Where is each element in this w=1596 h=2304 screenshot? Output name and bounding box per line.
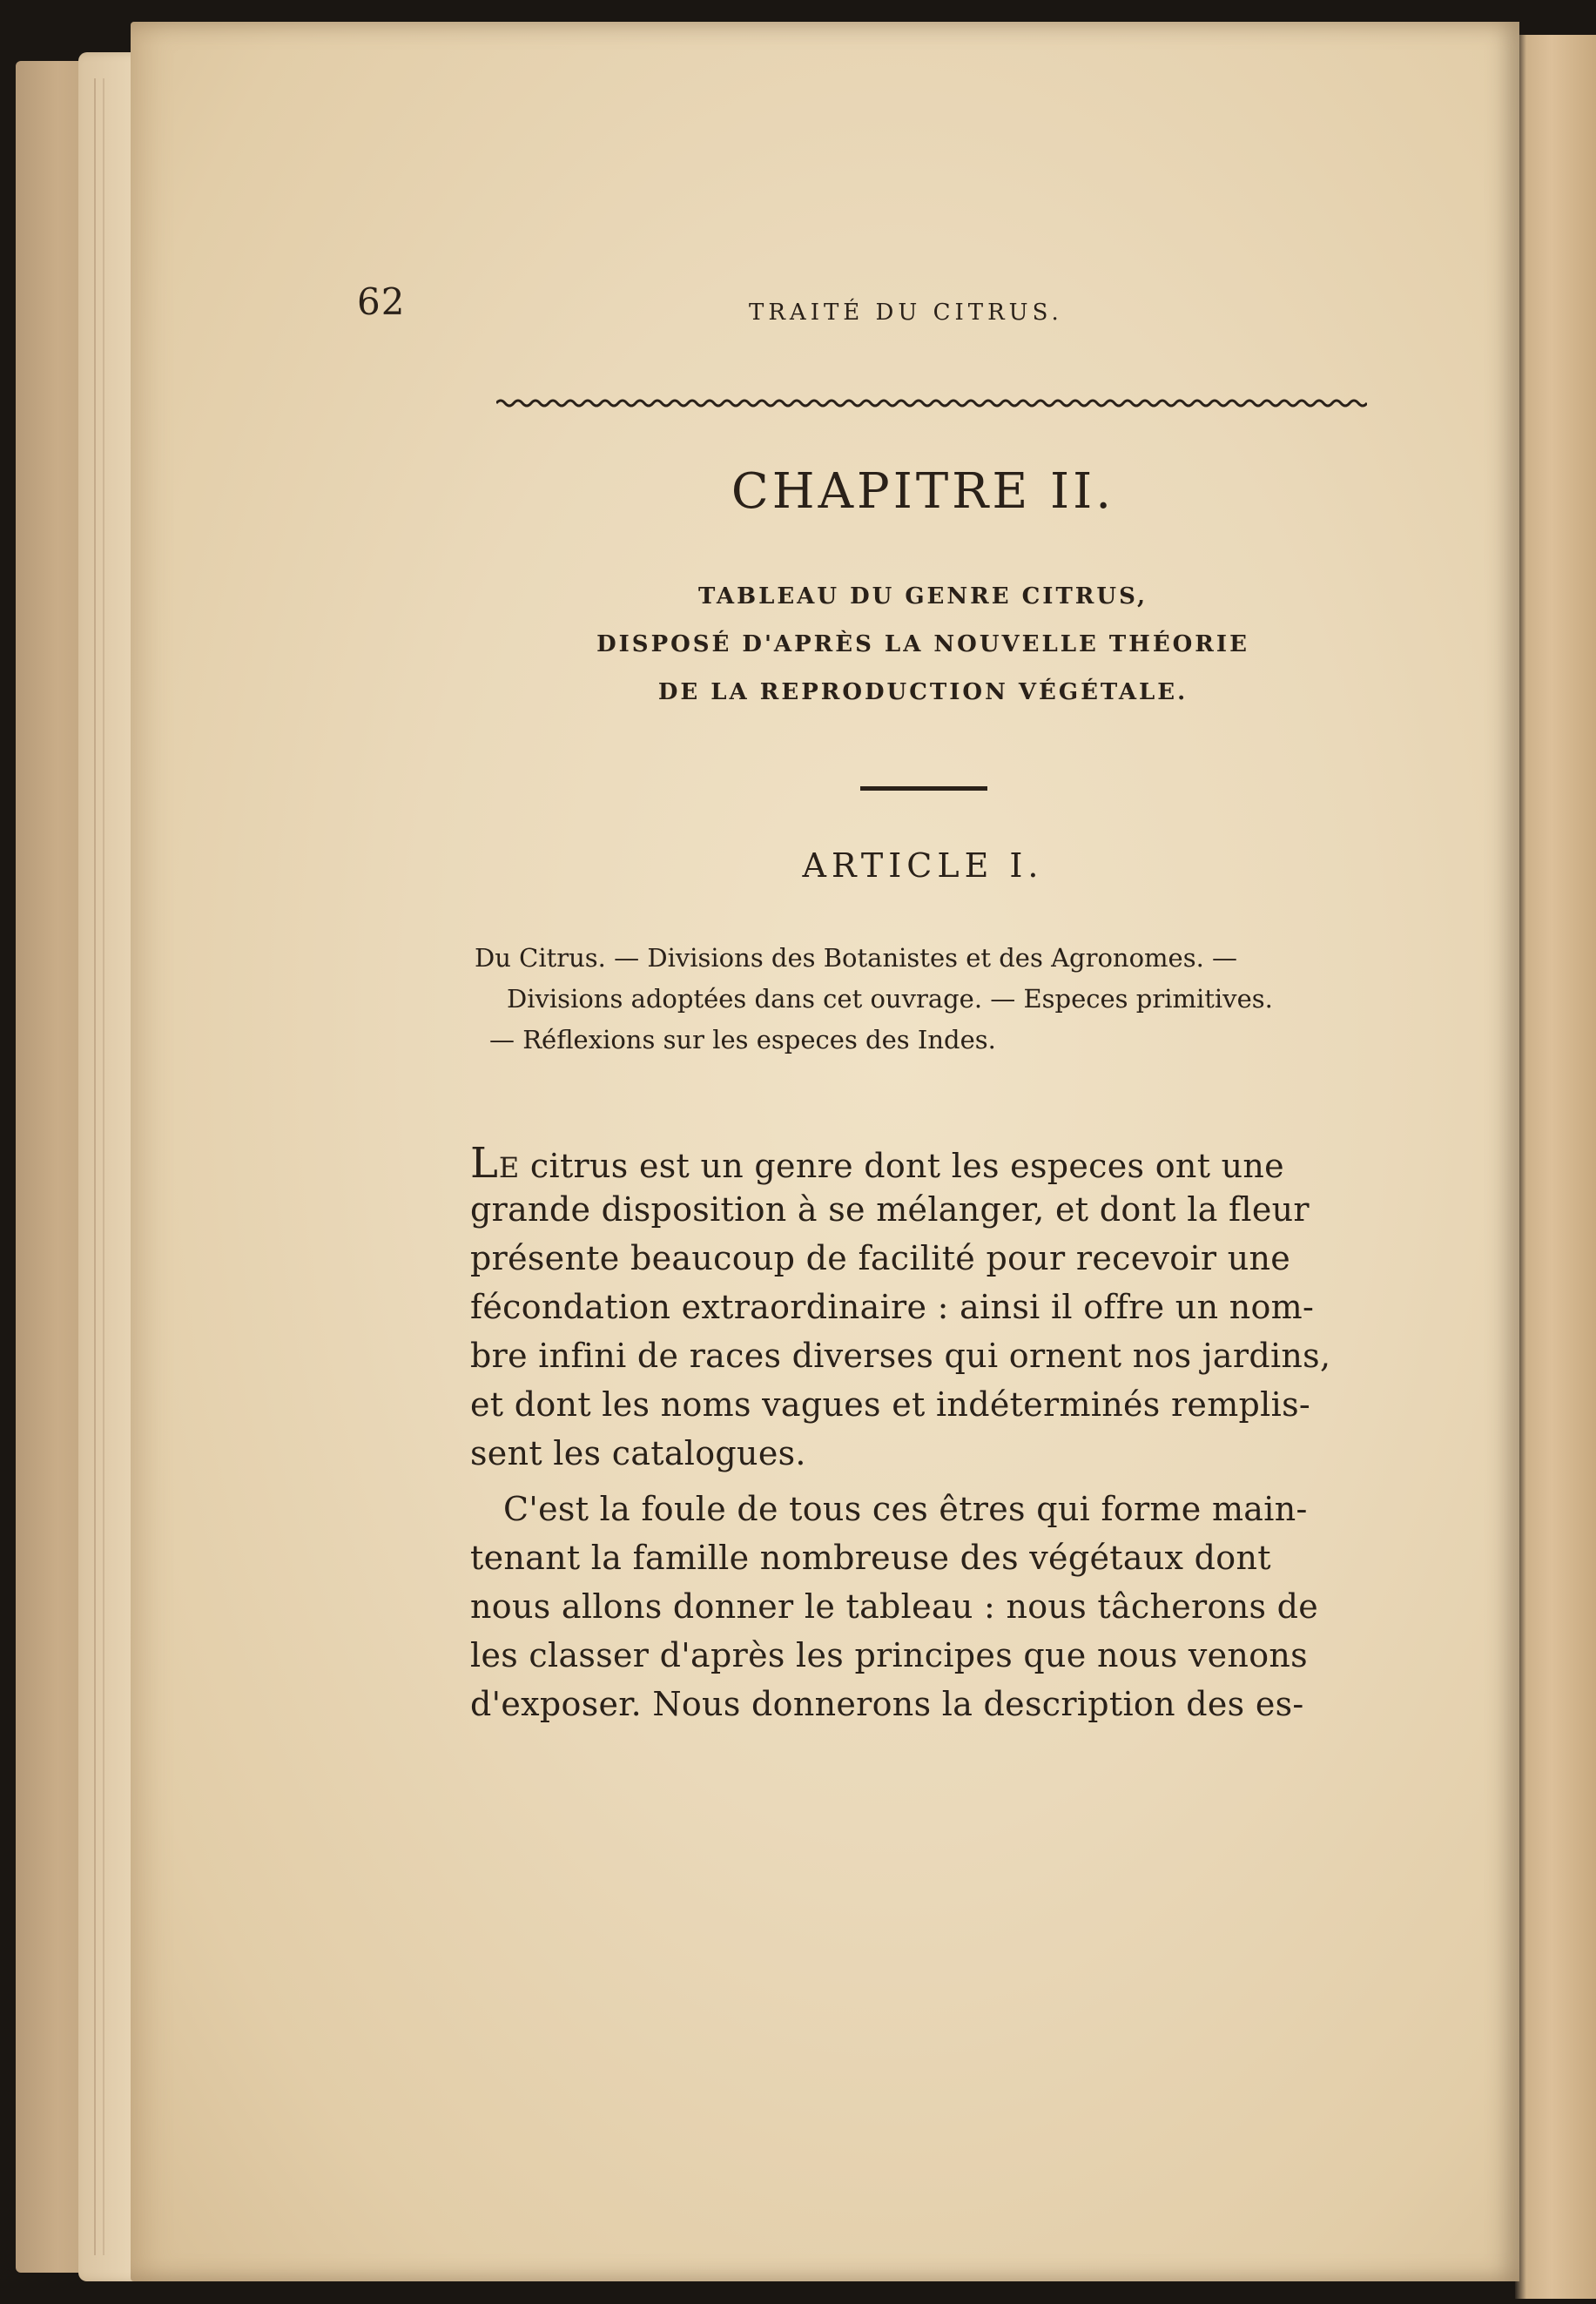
body-line: et dont les noms vagues et indéterminés remplis- — [470, 1385, 1311, 1424]
drop-capital: L — [470, 1139, 499, 1188]
article-summary-line: — Réflexions sur les especes des Indes. — [489, 1025, 996, 1054]
chapter-title: CHAPITRE II. — [731, 463, 1115, 520]
body-line: d'exposer. Nous donnerons la description des es- — [470, 1685, 1304, 1723]
article-title: ARTICLE I. — [802, 846, 1044, 885]
chapter-subtitle-line: TABLEAU DU GENRE CITRUS, — [698, 583, 1148, 610]
chapter-subtitle-line: DISPOSÉ D'APRÈS LA NOUVELLE THÉORIE — [596, 631, 1249, 657]
chapter-subtitle-line: DE LA REPRODUCTION VÉGÉTALE. — [657, 679, 1189, 705]
small-capital: E — [498, 1151, 520, 1184]
body-line: grande disposition à se mélanger, et dont la fleur — [470, 1190, 1310, 1229]
body-line-text: citrus est un genre dont les especes ont une — [519, 1147, 1284, 1185]
article-summary-line: Divisions adoptées dans cet ouvrage. — Especes primitives. — [507, 984, 1273, 1014]
body-line: tenant la famille nombreuse des végétaux dont — [470, 1539, 1271, 1577]
body-first-line — [470, 1139, 1284, 1188]
body-line: nous allons donner le tableau : nous tâcherons de — [470, 1587, 1319, 1626]
body-line: présente beaucoup de facilité pour recevoir une — [470, 1239, 1291, 1277]
body-line: C'est la foule de tous ces êtres qui forme main- — [503, 1490, 1308, 1528]
ornamental-rule — [496, 397, 1367, 409]
page-number: 62 — [357, 280, 406, 323]
body-line: les classer d'après les principes que nous venons — [470, 1636, 1308, 1674]
facing-page-edge — [1515, 35, 1596, 2299]
section-divider — [860, 786, 987, 791]
body-line: bre infini de races diverses qui ornent nos jardins, — [470, 1337, 1331, 1375]
body-line: fécondation extraordinaire : ainsi il offre un nom- — [470, 1288, 1315, 1326]
body-line: sent les catalogues. — [470, 1434, 806, 1472]
running-title: TRAITÉ DU CITRUS. — [749, 300, 1063, 326]
article-summary-line: Du Citrus. — Divisions des Botanistes et des Agronomes. — — [475, 943, 1238, 973]
